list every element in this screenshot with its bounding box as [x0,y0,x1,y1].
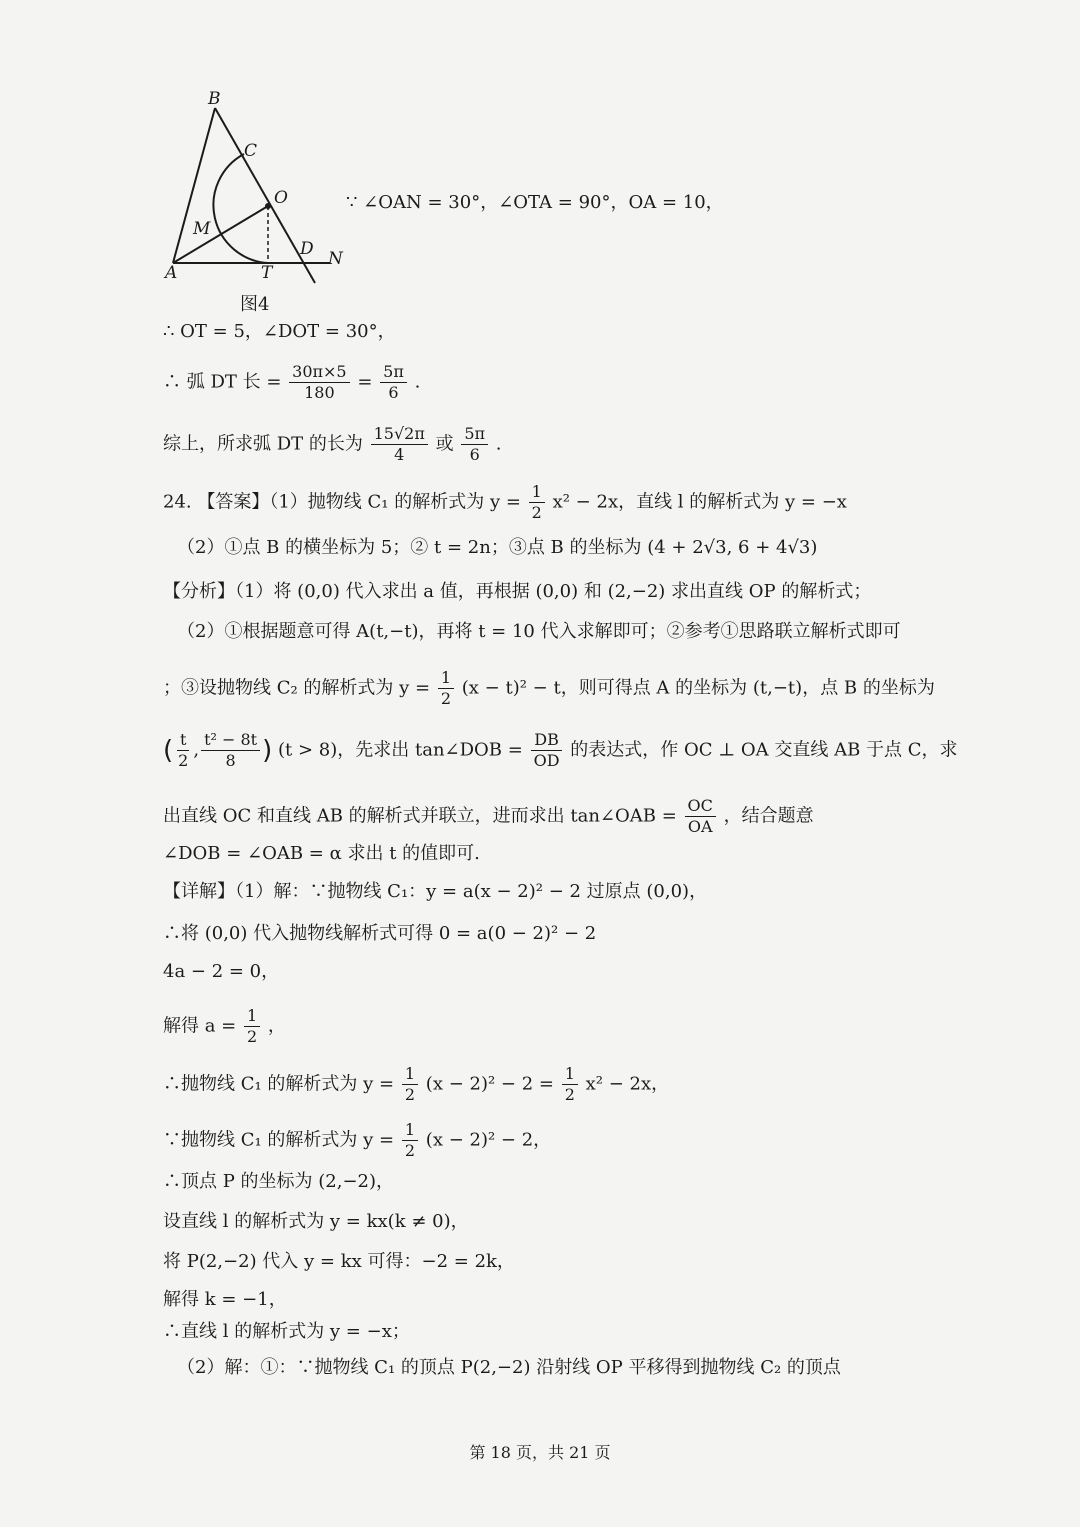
label-t: T [261,263,273,283]
numerator: OC [685,796,716,817]
fraction [201,730,260,771]
denominator: 2 [440,689,452,708]
detail-line-6 [163,1120,551,1161]
numerator: 1 [529,482,545,503]
left-paren: ( [163,735,174,766]
comma: , [193,739,200,761]
denominator: 2 [404,1085,416,1104]
label-n: N [328,249,343,269]
right-paren: ) [262,735,273,766]
detail-line-9: 将 P(2,−2) 代入 y = kx 可得：−2 = 2k， [163,1251,515,1272]
or-word: 或 [435,433,454,455]
detail-text-mid: (x − 2)² − 2 = [425,1073,554,1095]
analysis-text-tail: ，结合题意 [723,805,814,827]
fraction [175,730,191,771]
denominator: 4 [394,445,405,464]
fraction [402,1064,418,1105]
analysis-text-tail: (x − t)² − t，则可得点 A 的坐标为 (t,−t)，点 B 的坐标为 [461,677,935,699]
denominator: OD [533,751,560,770]
period: . [495,433,502,455]
q24-answer [163,482,847,523]
detail-line-1: 【详解】（1）解：∵抛物线 C₁：y = a(x − 2)² − 2 过原点 (0,0)， [163,881,708,902]
arc-dt-text: ∴ 弧 DT 长 = [163,371,282,393]
fraction [289,362,349,403]
point-o [265,203,271,209]
numerator: t [177,730,189,751]
q24-answer-part2: （2）①点 B 的横坐标为 5；② t = 2n；③点 B 的坐标为 (4 + 2√3, 6 + 4√3) [177,537,818,558]
detail-line-8: 设直线 l 的解析式为 y = kx(k ≠ 0)， [163,1211,469,1232]
denominator: 180 [304,383,335,402]
detail-text: ∴抛物线 C₁ 的解析式为 y = [163,1073,395,1095]
answer-text-tail: x² − 2x，直线 l 的解析式为 y = −x [552,491,847,513]
denominator: 8 [225,751,236,770]
denominator: 2 [531,503,542,522]
given-angles: ∵ ∠OAN = 30°，∠OTA = 90°，OA = 10， [346,192,724,213]
arc-dt-line [163,362,420,403]
denominator: 2 [178,751,189,770]
label-m: M [193,219,211,239]
geometry-figure [160,88,360,298]
analysis-line-6: ∠DOB = ∠OAB = α 求出 t 的值即可. [163,843,480,864]
detail-text-tail: x² − 2x， [585,1073,670,1095]
fraction [531,730,563,771]
detail-text: 解得 a = [163,1015,237,1037]
denominator: 6 [388,383,399,402]
detail-line-10: 解得 k = −1， [163,1289,287,1310]
analysis-line-2: （2）①根据题意可得 A(t,−t)，再将 t = 10 代入求解即可；②参考①思路联立解析式即可 [177,621,901,642]
fraction [244,1006,260,1047]
numerator: 30π×5 [289,362,349,383]
denominator: 2 [247,1027,258,1046]
numerator: 1 [244,1006,260,1027]
fraction [529,482,545,523]
fraction [461,424,488,465]
detail-text-tail: (x − 2)² − 2， [425,1129,552,1151]
segment-ab [173,108,215,263]
analysis-text: 出直线 OC 和直线 AB 的解析式并联立，进而求出 tan∠OAB = [163,805,677,827]
label-a: A [165,263,178,283]
detail-line-4 [163,1006,286,1047]
detail-text-tail: ， [267,1015,286,1037]
arc-ct [213,154,268,263]
fraction [380,362,407,403]
detail-line-3: 4a − 2 = 0， [163,961,280,982]
numerator: 15√2π [371,424,428,445]
denominator: OA [687,817,713,836]
numerator: 1 [438,668,454,689]
label-b: B [208,89,221,109]
label-o: O [274,188,288,208]
detail-line-12: （2）解：①：∵抛物线 C₁ 的顶点 P(2,−2) 沿射线 OP 平移得到抛物线 C₂ 的顶点 [177,1357,841,1378]
analysis-line-5 [163,796,814,837]
numerator: 5π [461,424,488,445]
analysis-line-4 [163,730,958,771]
detail-line-7: ∴顶点 P 的坐标为 (2,−2)， [163,1171,395,1192]
label-d: D [300,239,314,259]
fraction [371,424,428,465]
numerator: DB [531,730,562,751]
analysis-line-1: 【分析】（1）将 (0,0) 代入求出 a 值，再根据 (0,0) 和 (2,−2) 求出直线 OP 的解析式； [163,581,872,602]
detail-line-2: ∴将 (0,0) 代入抛物线解析式可得 0 = a(0 − 2)² − 2 [163,923,597,944]
analysis-text-tail: 的表达式，作 OC ⊥ OA 交直线 AB 于点 C，求 [570,739,958,761]
numerator: 1 [402,1120,418,1141]
figure-caption: 图4 [240,294,270,315]
period: . [414,371,421,393]
label-c: C [244,141,258,161]
numerator: 1 [562,1064,578,1085]
fraction [562,1064,578,1105]
summary-text: 综上，所求弧 DT 的长为 [163,433,363,455]
numerator: t² − 8t [201,730,260,751]
denominator: 6 [469,445,480,464]
ot-line: ∴ OT = 5，∠DOT = 30°， [163,321,396,342]
summary-line [163,424,502,465]
fraction [438,668,454,709]
answer-text: 24. 【答案】（1）抛物线 C₁ 的解析式为 y = [163,491,521,513]
fraction [685,796,716,837]
denominator: 2 [564,1085,575,1104]
numerator: 5π [380,362,407,383]
equals: = [357,371,373,393]
numerator: 1 [402,1064,418,1085]
detail-line-5 [163,1064,669,1105]
analysis-line-3 [163,668,935,709]
analysis-text: ；③设抛物线 C₂ 的解析式为 y = [163,677,431,699]
page-footer: 第 18 页，共 21 页 [469,1443,611,1462]
analysis-text: (t > 8)，先求出 tan∠DOB = [278,739,523,761]
denominator: 2 [404,1141,416,1160]
detail-text: ∵抛物线 C₁ 的解析式为 y = [163,1129,395,1151]
detail-line-11: ∴直线 l 的解析式为 y = −x； [163,1321,410,1342]
fraction [402,1120,418,1161]
